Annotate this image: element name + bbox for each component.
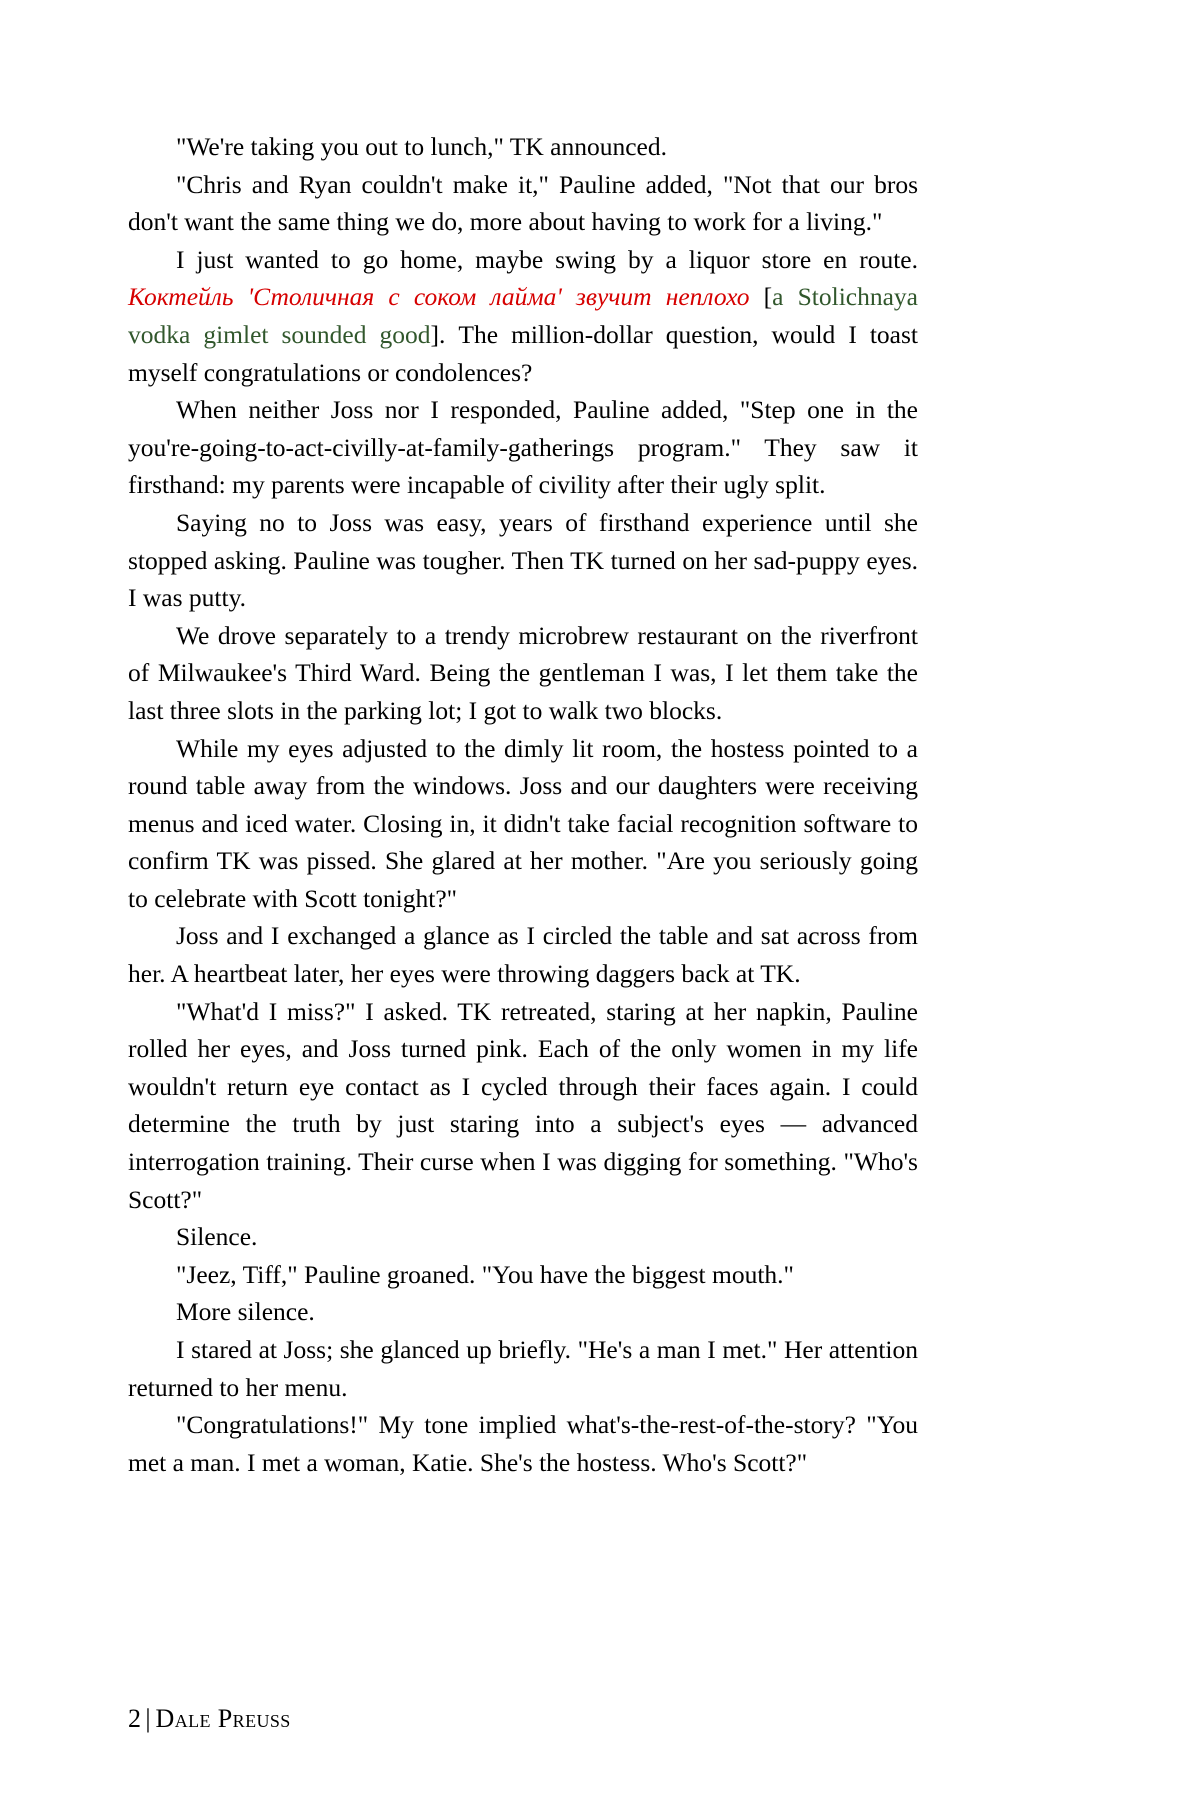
text-run: When neither Joss nor I responded, Pauline added, "Step one in the you're-going-to-act-civilly-at-family-gatherings program." They saw it firsthand: my parents were incapable of civility after their ugly split. <box>128 395 918 500</box>
text-run: [ <box>749 282 773 312</box>
paragraph <box>128 504 918 617</box>
paragraph <box>128 1256 918 1294</box>
body-text-column <box>128 128 918 1481</box>
english-translation: a Stolichnaya vodka gimlet sounded good <box>128 282 919 349</box>
text-run: ]. The million-dollar question, would I toast myself congratulations or condolences? <box>128 319 918 387</box>
footer-separator: | <box>145 1704 151 1733</box>
text-run: I just wanted to go home, maybe swing by a liquor store en route. <box>176 244 918 274</box>
paragraph <box>128 391 918 504</box>
paragraph <box>128 993 918 1219</box>
russian-phrase: Коктейль 'Столичная с соком лайма' звучит неплохо <box>128 282 750 312</box>
paragraph <box>128 1406 918 1481</box>
text-run: "What'd I miss?" I asked. TK retreated, staring at her napkin, Pauline rolled her eyes, and Joss turned pink. Each of the only women in my life wouldn't return eye contact as I cycled through their faces again. I could determine the truth by just staring into a subject's eyes — advanced interrogation training. Their curse when I was digging for something. "Who's Scott?" <box>128 996 918 1214</box>
text-run: I stared at Joss; she glanced up briefly. "He's a man I met." Her attention returned to her menu. <box>128 1335 918 1402</box>
paragraph <box>128 1293 918 1331</box>
paragraph <box>128 1218 918 1256</box>
paragraph <box>128 128 918 166</box>
paragraph <box>128 1331 918 1406</box>
footer-page-number: 2 <box>128 1704 142 1733</box>
text-run: "We're taking you out to lunch," TK announced. <box>176 132 667 161</box>
text-run: "Jeez, Tiff," Pauline groaned. "You have the biggest mouth." <box>176 1259 794 1289</box>
text-run: Joss and I exchanged a glance as I circled the table and sat across from her. A heartbeat later, her eyes were throwing daggers back at TK. <box>128 921 918 989</box>
text-run: We drove separately to a trendy microbrew restaurant on the riverfront of Milwaukee's Third Ward. Being the gentleman I was, I let them take the last three slots in the parking lot; I got to walk two blocks. <box>128 620 918 725</box>
page-footer <box>128 1706 291 1732</box>
paragraph <box>128 917 918 992</box>
paragraph <box>128 241 918 391</box>
text-run: While my eyes adjusted to the dimly lit room, the hostess pointed to a round table away from the windows. Joss and our daughters were receiving menus and iced water. Closing in, it didn't take facial recognition software to confirm TK was pissed. She glared at her mother. "Are you seriously going to celebrate with Scott tonight?" <box>128 733 918 913</box>
paragraph <box>128 730 918 918</box>
text-run: Saying no to Joss was easy, years of firsthand experience until she stopped asking. Pauline was tougher. Then TK turned on her sad-puppy eyes. I was putty. <box>128 507 918 613</box>
paragraph <box>128 166 918 241</box>
paragraph <box>128 617 918 730</box>
text-run: "Congratulations!" My tone implied what's-the-rest-of-the-story? "You met a man. I met a woman, Katie. She's the hostess. Who's Scott?" <box>128 1410 918 1477</box>
text-run: "Chris and Ryan couldn't make it," Pauline added, "Not that our bros don't want the same thing we do, more about having to work for a living." <box>128 169 918 237</box>
footer-author-name: Dale Preuss <box>155 1704 291 1733</box>
text-run: More silence. <box>176 1297 315 1327</box>
text-run: Silence. <box>176 1222 258 1252</box>
